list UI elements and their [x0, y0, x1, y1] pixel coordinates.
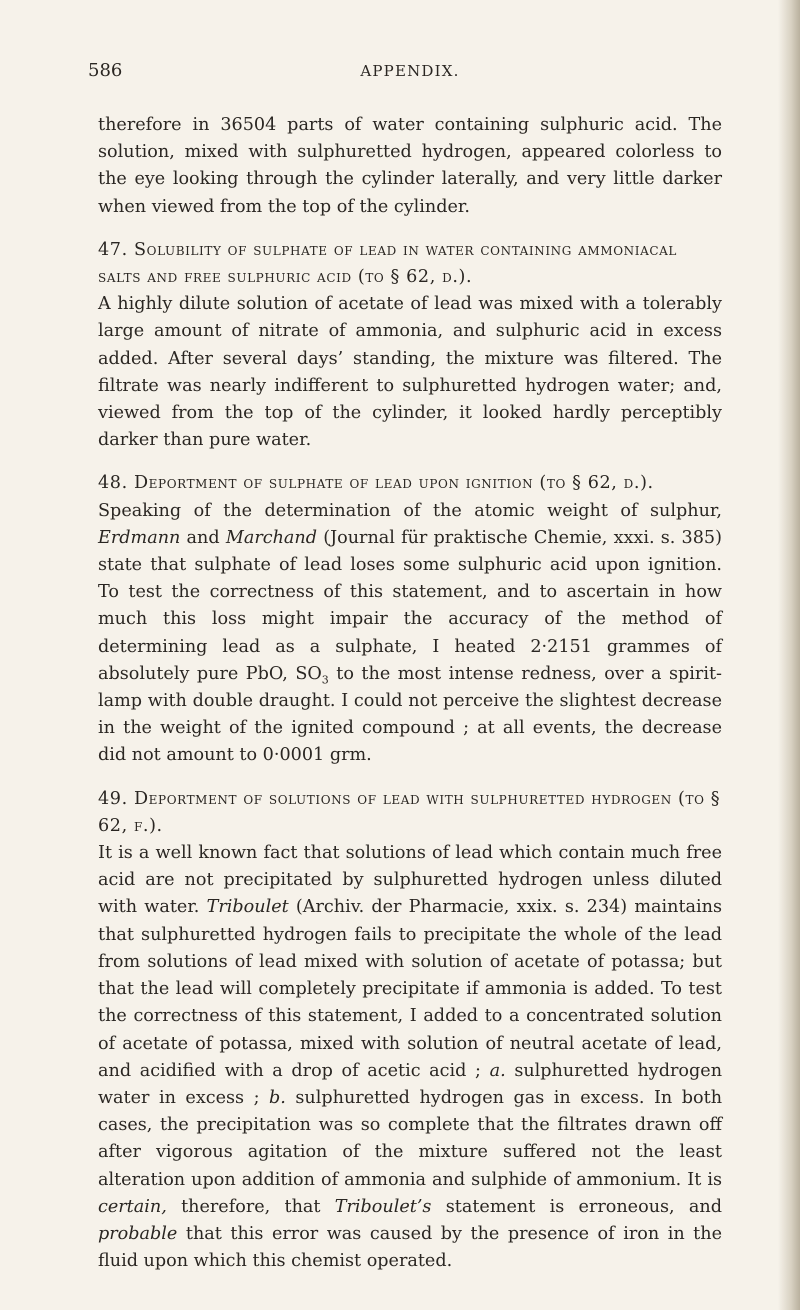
- section-47-title: 47. Solubility of sulphate of lead in water containing ammoniacal salts and free sulphuric acid (to § 62, d.).: [98, 239, 677, 288]
- text-run: therefore, that: [181, 1196, 321, 1217]
- text-run: (Journal für praktische Chemie, xxxi. s. 385) state that sulphate of lead loses some sulphuric acid upon ignition. To test the correctness of this statement, and to ascertain in how much this loss might impair the accuracy of the method of determining lead as a sulphate, I heated 2·2151 grammes of absolutely pure PbO, SO: [98, 527, 722, 684]
- page-header: [88, 60, 722, 90]
- author-marchand: Marchand: [225, 527, 318, 548]
- author-triboulets: Triboulet’s: [334, 1196, 432, 1217]
- section-48-title: 48. Deportment of sulphate of lead upon ignition (to § 62, d.).: [98, 473, 654, 494]
- text-run: that this error was caused by the presence of iron in the fluid upon which this chemist operated.: [98, 1223, 723, 1272]
- paragraph-continued: therefore in 36504 parts of water containing sulphuric acid. The solution, mixed with sulphuretted hydrogen, appeared colorless to the eye looking through the cylinder laterally, and very little darker when viewed from the top of the cylinder.: [98, 115, 722, 217]
- section-49-body: [98, 840, 722, 1275]
- section-47-body: A highly dilute solution of acetate of lead was mixed with a tolerably large amount of nitrate of ammonia, and sulphuric acid in excess added. After several days’ standing, the mixture was filtered. The filtrate was nearly indifferent to sulphuretted hydrogen water; and, viewed from the top of the cylinder, it looked hardly perceptibly darker than pure water.: [98, 294, 722, 451]
- page-edge-shadow: [778, 0, 800, 1310]
- item-a: a.: [489, 1060, 506, 1081]
- text-run: sulphuretted hydrogen gas in excess. In both cases, the precipitation was so complete that the filtrates drawn off after vigorous agitation of the mixture suffered not the least alteration upon addition of ammonia and sulphide of ammonium. It is: [98, 1087, 723, 1190]
- text-run: statement is erroneous, and: [445, 1196, 723, 1217]
- text-run: It is a well known fact that solutions of lead which contain much free acid are not precipitated by sulphuretted hydrogen unless diluted with water.: [98, 843, 722, 918]
- emphasis-certain: certain,: [98, 1196, 167, 1217]
- subscript: 3: [321, 673, 329, 687]
- section-49-title: 49. Deportment of solutions of lead with sulphuretted hydrogen (to § 62, f.).: [98, 788, 721, 836]
- text-run: Speaking of the determination of the atomic weight of sulphur,: [98, 500, 722, 521]
- item-b: b.: [269, 1087, 286, 1108]
- running-head: APPENDIX.: [360, 62, 460, 80]
- text-run: (Archiv. der Pharmacie, xxix. s. 234) maintains that sulphuretted hydrogen fails to precipitate the whole of the lead from solutions of lead mixed with solution of acetate of potassa; but that the lead will completely precipitate if ammonia is added. To test the correctness of this statement, I added to a concentrated solution of acetate of potassa, mixed with solution of neutral acetate of lead, and acidified with a drop of acetic acid ;: [98, 897, 722, 1081]
- text-run: sulphuretted hydrogen water in excess ;: [98, 1060, 723, 1108]
- text-body: [98, 112, 722, 1275]
- section-48-body: [98, 498, 722, 770]
- author-triboulet: Triboulet: [206, 897, 289, 918]
- text-run: and: [186, 527, 220, 548]
- page-number: 586: [88, 60, 123, 81]
- text-run: to the most intense redness, over a spirit-lamp with double draught. I could not perceive the slightest decrease in the weight of the ignited compound ; at all events, the decrease did not amount to 0·0001 grm.: [98, 663, 722, 766]
- emphasis-probable: probable: [98, 1223, 178, 1244]
- author-erdmann: Erdmann: [98, 527, 181, 548]
